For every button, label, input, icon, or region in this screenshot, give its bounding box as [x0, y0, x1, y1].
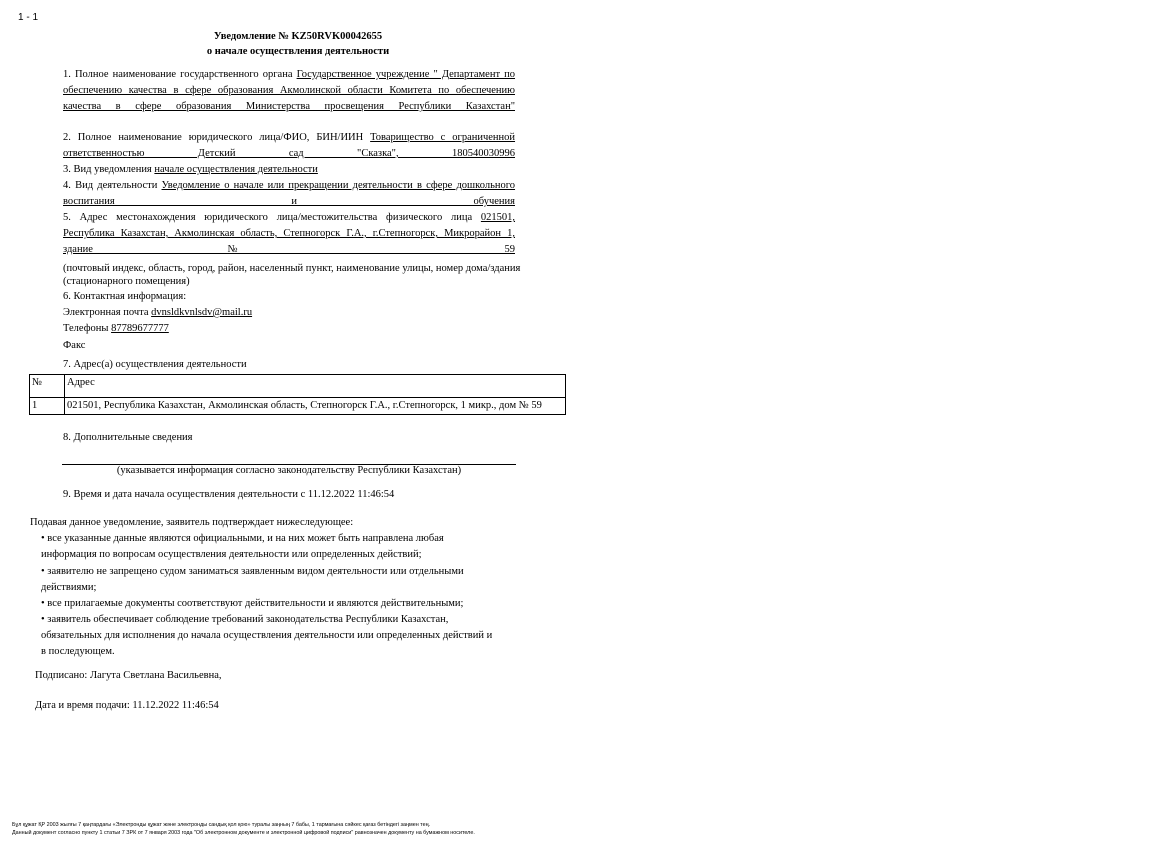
item-1-label: 1. Полное наименование государственного органа — [63, 69, 293, 80]
email-value: dvnsldkvnlsdv@mail.ru — [151, 307, 253, 318]
item-5-label: 5. Адрес местонахождения юридического лица/местожительства физического лица — [63, 212, 473, 223]
item-2-value: Товарищество с ограниченной ответственностью Детский сад "Сказка", 180540030996 — [63, 132, 516, 159]
item-6-label: 6. Контактная информация: — [63, 291, 187, 302]
confirmation-intro: Подавая данное уведомление, заявитель подтверждает нижеследующее: — [30, 517, 354, 528]
item-2-legal-entity — [63, 130, 515, 162]
confirmation-bullet-4-line-2: обязательных для исполнения до начала осуществления деятельности или определенных действий и — [41, 630, 493, 641]
table-cell-address: 021501, Республика Казахстан, Акмолинская область, Степногорск Г.А., г.Степногорск, 1 микр., дом № 59 — [65, 398, 566, 415]
item-3-label: 3. Вид уведомления — [63, 164, 152, 175]
confirmation-bullet-4-line-1: • заявитель обеспечивает соблюдение требований законодательства Республики Казахстан, — [41, 614, 449, 625]
item-4-activity-type — [63, 178, 515, 210]
title-line-1: Уведомление № KZ50RVK00042655 — [213, 31, 383, 42]
title-line-2: о начале осуществления деятельности — [206, 46, 390, 57]
item-3-value: начале осуществления деятельности — [154, 164, 318, 175]
table-header-num: № — [30, 375, 65, 398]
confirmation-bullet-1-line-1: • все указанные данные являются официальными, и на них может быть направлена любая — [41, 533, 444, 544]
item-4-value: Уведомление о начале или прекращении деятельности в сфере дошкольного воспитания и обучения — [63, 180, 516, 207]
confirmation-bullet-3: • все прилагаемые документы соответствуют действительности и являются действительными; — [41, 598, 464, 609]
footer-legal-russian: Данный документ согласно пункту 1 статьи 7 ЗРК от 7 января 2003 года "Об электронном документе и электронной цифровой подписи" равнозначен документу на бумажном носителе. — [12, 830, 475, 836]
footer-legal-kazakh: Бұл құжат ҚР 2003 жылғы 7 қаңтардағы «Электронды құжат және электронды сандық қол қою» туралы заңның 7 бабы, 1 тармағына сәйкес қағаз бетіндегі заңмен тең. — [12, 822, 431, 828]
signed-by: Подписано: Лагута Светлана Васильевна, — [35, 670, 222, 681]
item-5-hint: (почтовый индекс, область, город, район, населенный пункт, наименование улицы, номер дома/здания (стационарного помещения) — [63, 263, 521, 287]
item-8-hint: (указывается информация согласно законодательству Республики Казахстан) — [116, 465, 462, 476]
confirmation-bullet-2-line-1: • заявителю не запрещено судом заниматься заявленным видом деятельности или отдельными — [41, 566, 464, 577]
submission-datetime: Дата и время подачи: 11.12.2022 11:46:54 — [35, 700, 219, 711]
item-1-value: Государственное учреждение " Департамент по обеспечению качества в сфере образования Акмолинской области Комитета по обеспечению качества в сфере образования Министерства просвещения Республики Казахстан" — [63, 69, 516, 112]
activity-address-table — [29, 374, 566, 415]
phone-value: 87789677777 — [111, 323, 169, 334]
item-4-label: 4. Вид деятельности — [63, 180, 158, 191]
phone-row — [63, 321, 169, 337]
item-5-value: 021501, Республика Казахстан, Акмолинская область, Степногорск Г.А., г.Степногорск, Микрорайон 1, здание № 59 — [63, 212, 516, 255]
item-9-start-date: 9. Время и дата начала осуществления деятельности с 11.12.2022 11:46:54 — [63, 489, 395, 500]
item-3-notification-type — [63, 162, 515, 178]
confirmation-bullet-2-line-2: действиями; — [41, 582, 97, 593]
item-8-label: 8. Дополнительные сведения — [63, 432, 193, 443]
table-header-address: Адрес — [65, 375, 566, 398]
phone-label: Телефоны — [63, 323, 109, 334]
item-1-state-body — [63, 67, 515, 115]
confirmation-bullet-4-line-3: в последующем. — [41, 646, 115, 657]
email-row — [63, 305, 252, 321]
email-label: Электронная почта — [63, 307, 149, 318]
item-2-label: 2. Полное наименование юридического лица/ФИО, БИН/ИИН — [63, 132, 364, 143]
table-cell-num: 1 — [30, 398, 65, 415]
table-header-row — [30, 375, 566, 398]
page-number: 1 - 1 — [18, 12, 39, 23]
item-5-address — [63, 210, 515, 258]
fax-label: Факс — [63, 340, 86, 351]
item-7-label: 7. Адрес(а) осуществления деятельности — [63, 359, 247, 370]
table-row — [30, 398, 566, 415]
document-title — [150, 29, 446, 59]
confirmation-bullet-1-line-2: информация по вопросам осуществления деятельности или определенных действий; — [41, 549, 422, 560]
